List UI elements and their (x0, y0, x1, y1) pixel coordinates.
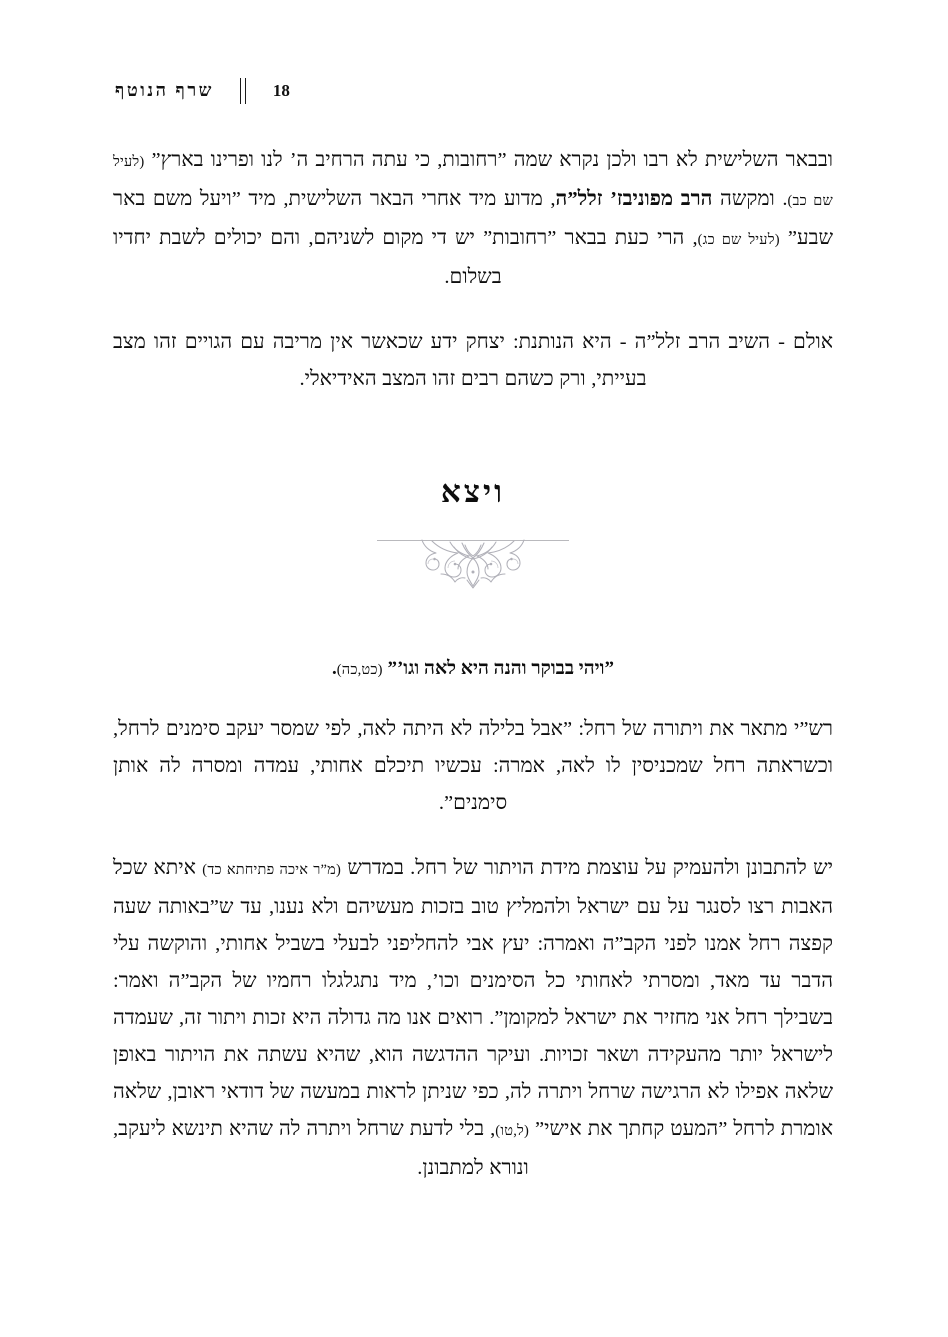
double-vertical-rule-icon (240, 78, 247, 104)
paragraph-1-citation-2: (לעיל שם כג) (697, 232, 780, 248)
paragraph-1-text-b: . ומקשה (712, 188, 788, 210)
page-content (113, 142, 833, 1215)
commentary-2-text-b: איתא שכל האבות רצו לסנגר על עם ישראל ולהמליץ טוב בזכות מעשיהם ולא נענו, עד ש”באותה שעה קפצה רחל אמנו לפני הקב”ה ואמרה: יעץ אבי להחליפני לבעלי בשביל אחותי, והוקשה עלי הדבר עד מאד, ומסרתי לאחותי כל הסימנים וכו’, מיד נתגלגלו רחמיו של הקב”ה ואמר: בשבילך רחל אני מחזיר את ישראל למקומן”. רואים אנו מה גדולה היא זכות ויתור זה, שעמדה לישראל יותר מהעקידה ושאר זכויות. ועיקר ההדגשה הוא, שהיא עשתה את הויתור באופן שלאה אפילו לא הרגישה שרחל ויתרה לה, כפי שניתן לראות במעשה של דודאי ראובן, שלאה אומרת לרחל ”המעט קחתך את אישי” (113, 857, 834, 1140)
commentary-paragraph-2 (113, 850, 833, 1187)
paragraph-1-text-d: , הרי כעת בבאר ”רחובות” יש די מקום לשניהם, והם יכולים לשבת יחדיו בשלום. (113, 227, 698, 288)
verse-citation: (כט,כה) (336, 662, 383, 678)
parasha-heading (113, 476, 833, 596)
commentary-2-citation-2: (ל,טו) (495, 1123, 530, 1139)
filigree-ornament-icon (419, 538, 527, 590)
verse-quote (113, 654, 833, 685)
paragraph-1 (113, 142, 833, 296)
paragraph-1-text-c: , מדוע מיד אחרי הבאר השלישית, מיד ”ויעל משם באר שבע” (113, 188, 833, 249)
commentary-2-citation-1: (מ”ר איכה פתיחתא כד) (202, 862, 341, 878)
book-title: שרף הנוטף (115, 80, 214, 100)
commentary-2-text-c: , בלי לדעת שרחל ויתרה לה שהיא תינשא ליעקב, ונורא למתבונן. (113, 1118, 529, 1179)
paragraph-2: אולם - השיב הרב זלל”ה - היא הנותנת: יצחק ידע שכאשר אין מריבה עם הגויים זהו מצב בעייתי, ורק כשהם רבים זהו המצב האידיאלי. (113, 331, 833, 390)
running-head (115, 74, 835, 108)
verse-trailing: . (332, 658, 337, 679)
page-number: 18 (272, 80, 290, 100)
commentary-2-text-a: יש להתבונן ולהעמיק על עוצמת מידת הויתור של רחל. במדרש (341, 857, 833, 879)
ornament-block (113, 538, 833, 596)
commentary-paragraph-1: רש”י מתאר את ויתורה של רחל: ”אבל בלילה לא היתה לאה, לפי שמסר יעקב סימנים לרחל, וכשראתה רחל שמכניסין לו לאה, אמרה: עכשיו תיכלם אחותי, עמדה ומסרה לה אותן סימנים”. (113, 718, 833, 814)
verse-text: ”ויהי בבוקר והנה היא לאה וגו’” (382, 658, 614, 679)
paragraph-1-citation-1: (לעיל שם כב) (113, 154, 833, 209)
paragraph-1-bold-name: הרב מפוניבז’ זלל”ה (555, 188, 713, 210)
parasha-title: ויצא (440, 474, 506, 509)
paragraph-1-text-a: ובבאר השלישית לא רבו ולכן נקרא שמה ”רחובות, כי עתה הרחיב ה’ לנו ופרינו בארץ” (144, 149, 833, 171)
